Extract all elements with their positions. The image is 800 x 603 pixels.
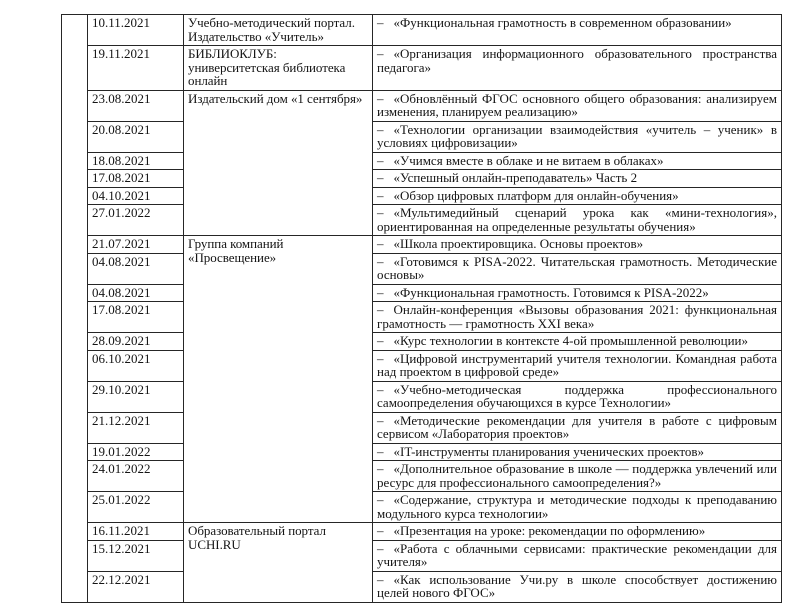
title-cell [373,333,782,351]
table-row [62,461,782,492]
webinar-title: «Технологии организации взаимодействия «учитель – ученик» в условиях цифровизации» [377,121,777,150]
webinar-title: Онлайн-конференция «Вызовы образования 2021: функциональная грамотность — грамотность XXI века» [377,302,777,331]
date-cell: 19.01.2022 [88,443,184,461]
table-row [62,152,782,170]
date-cell: 29.10.2021 [88,381,184,412]
title-cell [373,492,782,523]
dash-marker: – [377,302,384,317]
title-cell [373,443,782,461]
title-cell [373,187,782,205]
webinar-title: «IT-инструменты планирования ученических проектов» [393,443,705,459]
organization-cell: БИБЛИОКЛУБ: университетская библиотека онлайн [184,46,373,91]
table-row [62,443,782,461]
date-cell: 04.08.2021 [88,284,184,302]
dash-marker: – [377,461,384,476]
webinar-title: «Методические рекомендации для учителя в работе с цифровым сервисом «Лаборатория проектов» [377,412,777,441]
table-row [62,523,782,541]
date-cell: 23.08.2021 [88,90,184,121]
dash-marker: – [377,443,384,459]
schedule-table-body [62,15,782,603]
date-cell: 10.11.2021 [88,15,184,46]
title-cell [373,90,782,121]
table-row [62,170,782,188]
dash-marker: – [377,333,384,348]
webinar-title: «Учимся вместе в облаке и не витаем в облаках» [393,152,664,168]
left-margin-cell [62,15,88,603]
table-row [62,302,782,333]
table-row [62,205,782,236]
title-cell [373,381,782,412]
dash-marker: – [377,381,384,397]
dash-marker: – [377,46,384,61]
title-cell [373,571,782,602]
table-row [62,540,782,571]
table-row [62,121,782,152]
title-cell [373,46,782,91]
table-row [62,236,782,254]
schedule-table [61,14,782,603]
dash-marker: – [377,540,384,556]
table-row [62,381,782,412]
date-cell: 15.12.2021 [88,540,184,571]
title-cell [373,170,782,188]
webinar-title: «Обзор цифровых платформ для онлайн-обучения» [393,187,679,203]
title-cell [373,350,782,381]
webinar-title: «Функциональная грамотность. Готовимся к PISA-2022» [393,284,709,300]
table-row [62,492,782,523]
title-cell [373,121,782,152]
date-cell: 18.08.2021 [88,152,184,170]
webinar-title: «Организация информационного образовательного пространства педагога» [377,46,777,75]
date-cell: 28.09.2021 [88,333,184,351]
table-row [62,284,782,302]
title-cell [373,236,782,254]
title-cell [373,205,782,236]
organization-cell: Учебно-методический портал. Издательство «Учитель» [184,15,373,46]
date-cell: 04.10.2021 [88,187,184,205]
webinar-title: «Работа с облачными сервисами: практические рекомендации для учителя» [377,540,777,569]
title-cell [373,412,782,443]
date-cell: 21.07.2021 [88,236,184,254]
table-row [62,571,782,602]
webinar-title: «Учебно-методическая поддержка профессионального самоопределения обучающихся в курсе Технологии» [377,381,777,410]
dash-marker: – [377,15,384,30]
dash-marker: – [377,253,384,269]
title-cell [373,461,782,492]
dash-marker: – [377,571,384,587]
webinar-title: «Содержание, структура и методические подходы к преподаванию модульного курса технологии» [377,492,777,521]
date-cell: 22.12.2021 [88,571,184,602]
dash-marker: – [377,523,384,538]
title-cell [373,152,782,170]
dash-marker: – [377,236,384,251]
title-cell [373,523,782,541]
table-row [62,46,782,91]
webinar-title: «Презентация на уроке: рекомендации по оформлению» [393,523,706,538]
table-row [62,412,782,443]
date-cell: 25.01.2022 [88,492,184,523]
date-cell: 17.08.2021 [88,302,184,333]
webinar-title: «Мультимедийный сценарий урока как «мини-технология», ориентированная на определенные результаты обучения» [377,205,777,234]
date-cell: 19.11.2021 [88,46,184,91]
webinar-title: «Курс технологии в контексте 4-ой промышленной революции» [393,333,748,348]
webinar-title: «Готовимся к PISA-2022. Читательская грамотность. Методические основы» [377,253,777,282]
webinar-title: «Как использование Учи.ру в школе способствует достижению целей нового ФГОС» [377,571,777,600]
date-cell: 17.08.2021 [88,170,184,188]
title-cell [373,302,782,333]
dash-marker: – [377,284,384,300]
dash-marker: – [377,205,384,220]
title-cell [373,253,782,284]
date-cell: 04.08.2021 [88,253,184,284]
dash-marker: – [377,90,384,106]
table-row [62,187,782,205]
webinar-title: «Успешный онлайн-преподаватель» Часть 2 [393,170,638,185]
organization-cell: Издательский дом «1 сентября» [184,90,373,236]
date-cell: 27.01.2022 [88,205,184,236]
table-row [62,90,782,121]
title-cell [373,540,782,571]
date-cell: 16.11.2021 [88,523,184,541]
webinar-title: «Школа проектировщика. Основы проектов» [393,236,644,251]
table-row [62,350,782,381]
date-cell: 24.01.2022 [88,461,184,492]
webinar-title: «Дополнительное образование в школе — поддержка увлечений или ресурс для профессионального самоопределения?» [377,461,777,490]
title-cell [373,284,782,302]
dash-marker: – [377,492,384,507]
organization-cell: Образовательный портал UCHI.RU [184,523,373,603]
date-cell: 06.10.2021 [88,350,184,381]
organization-cell: Группа компаний «Просвещение» [184,236,373,523]
webinar-title: «Цифровой инструментарий учителя технологии. Командная работа над проектом в цифровой среде» [377,350,777,379]
webinar-title: «Обновлённый ФГОС основного общего образования: анализируем изменения, планируем реализацию» [377,90,777,119]
date-cell: 21.12.2021 [88,412,184,443]
dash-marker: – [377,152,384,168]
title-cell [373,15,782,46]
dash-marker: – [377,412,384,428]
dash-marker: – [377,121,384,137]
table-row [62,333,782,351]
dash-marker: – [377,187,384,203]
dash-marker: – [377,170,384,185]
table-row [62,253,782,284]
table-row [62,15,782,46]
date-cell: 20.08.2021 [88,121,184,152]
webinar-title: «Функциональная грамотность в современном образовании» [393,15,732,30]
dash-marker: – [377,350,384,366]
